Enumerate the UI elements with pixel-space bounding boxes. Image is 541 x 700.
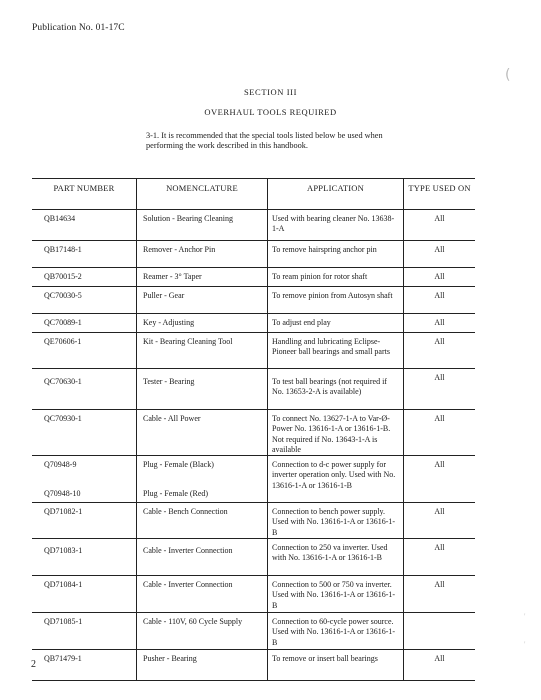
part-number-cell: QB70015-2	[44, 272, 82, 281]
nomenclature-cell	[136, 456, 267, 502]
table-row	[32, 314, 475, 333]
type-used-cell: All	[403, 576, 475, 612]
part-number-cell: QC70030-5	[44, 291, 82, 300]
margin-mark: (	[505, 67, 511, 83]
part-number-cell: QB14634	[44, 214, 76, 223]
nomenclature-cell: Tester - Bearing	[136, 369, 267, 409]
type-used-cell: All	[403, 539, 475, 575]
part-number-cell: QD71085-1	[44, 617, 83, 626]
part-number-red: Q70948-10	[44, 488, 81, 498]
type-used-cell: All	[403, 268, 475, 286]
nomenclature-red: Plug - Female (Red)	[143, 488, 209, 498]
table-row	[32, 287, 475, 314]
type-used-cell: All	[403, 287, 475, 313]
type-used-cell: All	[403, 241, 475, 267]
nomenclature-cell: Cable - All Power	[136, 410, 267, 455]
application-cell: Connection to 60-cycle power source. Used with No. 13616-1-A or 13616-1-B	[267, 613, 403, 649]
table-row	[32, 333, 475, 369]
part-number-cell: QB17148-1	[44, 245, 82, 254]
application-cell: To test ball bearings (not required if No. 13653-2-A is available)	[267, 369, 403, 409]
nomenclature-cell: Cable - Bench Connection	[136, 503, 267, 538]
table-row	[32, 650, 475, 681]
part-number-black: Q70948-9	[44, 460, 77, 469]
tools-table	[32, 178, 475, 681]
table-row	[32, 410, 475, 456]
part-number-cell	[32, 456, 136, 502]
type-used-cell: All	[403, 210, 475, 240]
header-type-used: TYPE USED ON	[403, 179, 475, 209]
application-cell: Connection to bench power supply. Used with No. 13616-1-A or 13616-1-B	[267, 503, 403, 538]
nomenclature-cell: Solution - Bearing Cleaning	[136, 210, 267, 240]
intro-paragraph: 3-1. It is recommended that the special tools listed below be used when performing the work described in this handbook.	[146, 131, 383, 151]
header-part-number: PART NUMBER	[53, 183, 115, 193]
nomenclature-cell: Puller - Gear	[136, 287, 267, 313]
nomenclature-cell: Kit - Bearing Cleaning Tool	[136, 333, 267, 368]
type-used-cell: All	[403, 456, 475, 502]
type-used-cell: All	[403, 410, 475, 455]
type-used-cell: All	[403, 314, 475, 332]
page-number: 2	[31, 659, 36, 670]
header-nomenclature: NOMENCLATURE	[136, 179, 267, 209]
type-used-cell: All	[403, 650, 475, 680]
section-heading: SECTION III	[243, 87, 298, 97]
application-cell: Used with bearing cleaner No. 13638-1-A	[267, 210, 403, 240]
application-cell: To connect No. 13627-1-A to Var-Ø-Power No. 13616-1-A or 13616-1-B. Not required if No. 13643-1-A is available	[267, 410, 403, 455]
table-row	[32, 268, 475, 287]
nomenclature-cell: Cable - Inverter Connection	[136, 539, 267, 575]
part-number-cell: QC70089-1	[44, 318, 82, 327]
nomenclature-cell: Remover - Anchor Pin	[136, 241, 267, 267]
nomenclature-cell: Key - Adjusting	[136, 314, 267, 332]
part-number-cell: QB71479-1	[44, 654, 82, 663]
part-number-cell: QD71083-1	[44, 546, 83, 555]
type-used-cell: All	[403, 369, 475, 409]
nomenclature-cell: Pusher - Bearing	[136, 650, 267, 680]
part-number-cell: QD71082-1	[44, 507, 83, 516]
section-title: OVERHAUL TOOLS REQUIRED	[204, 107, 337, 117]
type-used-cell	[403, 613, 475, 649]
type-used-cell: All	[403, 333, 475, 368]
part-number-cell: QD71084-1	[44, 580, 83, 589]
nomenclature-cell: Reamer - 3° Taper	[136, 268, 267, 286]
nomenclature-black: Plug - Female (Black)	[143, 460, 214, 469]
application-cell: Connection to 250 va inverter. Used with No. 13616-1-A or 13616-1-B	[267, 539, 403, 575]
nomenclature-cell: Cable - Inverter Connection	[136, 576, 267, 612]
header-application: APPLICATION	[267, 179, 403, 209]
application-cell: Connection to 500 or 750 va inverter. Used with No. 13616-1-A or 13616-1-B	[267, 576, 403, 612]
margin-mark: '	[524, 640, 526, 649]
application-cell: To adjust end play	[267, 314, 403, 332]
table-row	[32, 613, 475, 650]
table-row	[32, 369, 475, 410]
type-used-cell: All	[403, 503, 475, 538]
part-number-cell: QC70630-1	[44, 377, 82, 386]
margin-mark: '	[524, 612, 526, 621]
table-row	[32, 539, 475, 576]
part-number-cell: QE70606-1	[44, 337, 82, 346]
application-cell: Handling and lubricating Eclipse-Pioneer ball bearings and small parts	[267, 333, 403, 368]
table-header	[32, 179, 475, 210]
table-row	[32, 210, 475, 241]
table-row	[32, 241, 475, 268]
application-cell: To remove pinion from Autosyn shaft	[267, 287, 403, 313]
application-cell: To remove or insert ball bearings	[267, 650, 403, 680]
application-cell: Connection to d-c power supply for inverter operation only. Used with No. 13616-1-A or 13616-1-B	[267, 456, 403, 502]
publication-number: Publication No. 01-17C	[32, 23, 125, 33]
application-cell: To remove hairspring anchor pin	[267, 241, 403, 267]
table-row	[32, 456, 475, 503]
nomenclature-cell: Cable - 110V, 60 Cycle Supply	[136, 613, 267, 649]
table-row	[32, 503, 475, 539]
application-cell: To ream pinion for rotor shaft	[267, 268, 403, 286]
part-number-cell: QC70930-1	[44, 414, 82, 423]
table-row	[32, 576, 475, 613]
